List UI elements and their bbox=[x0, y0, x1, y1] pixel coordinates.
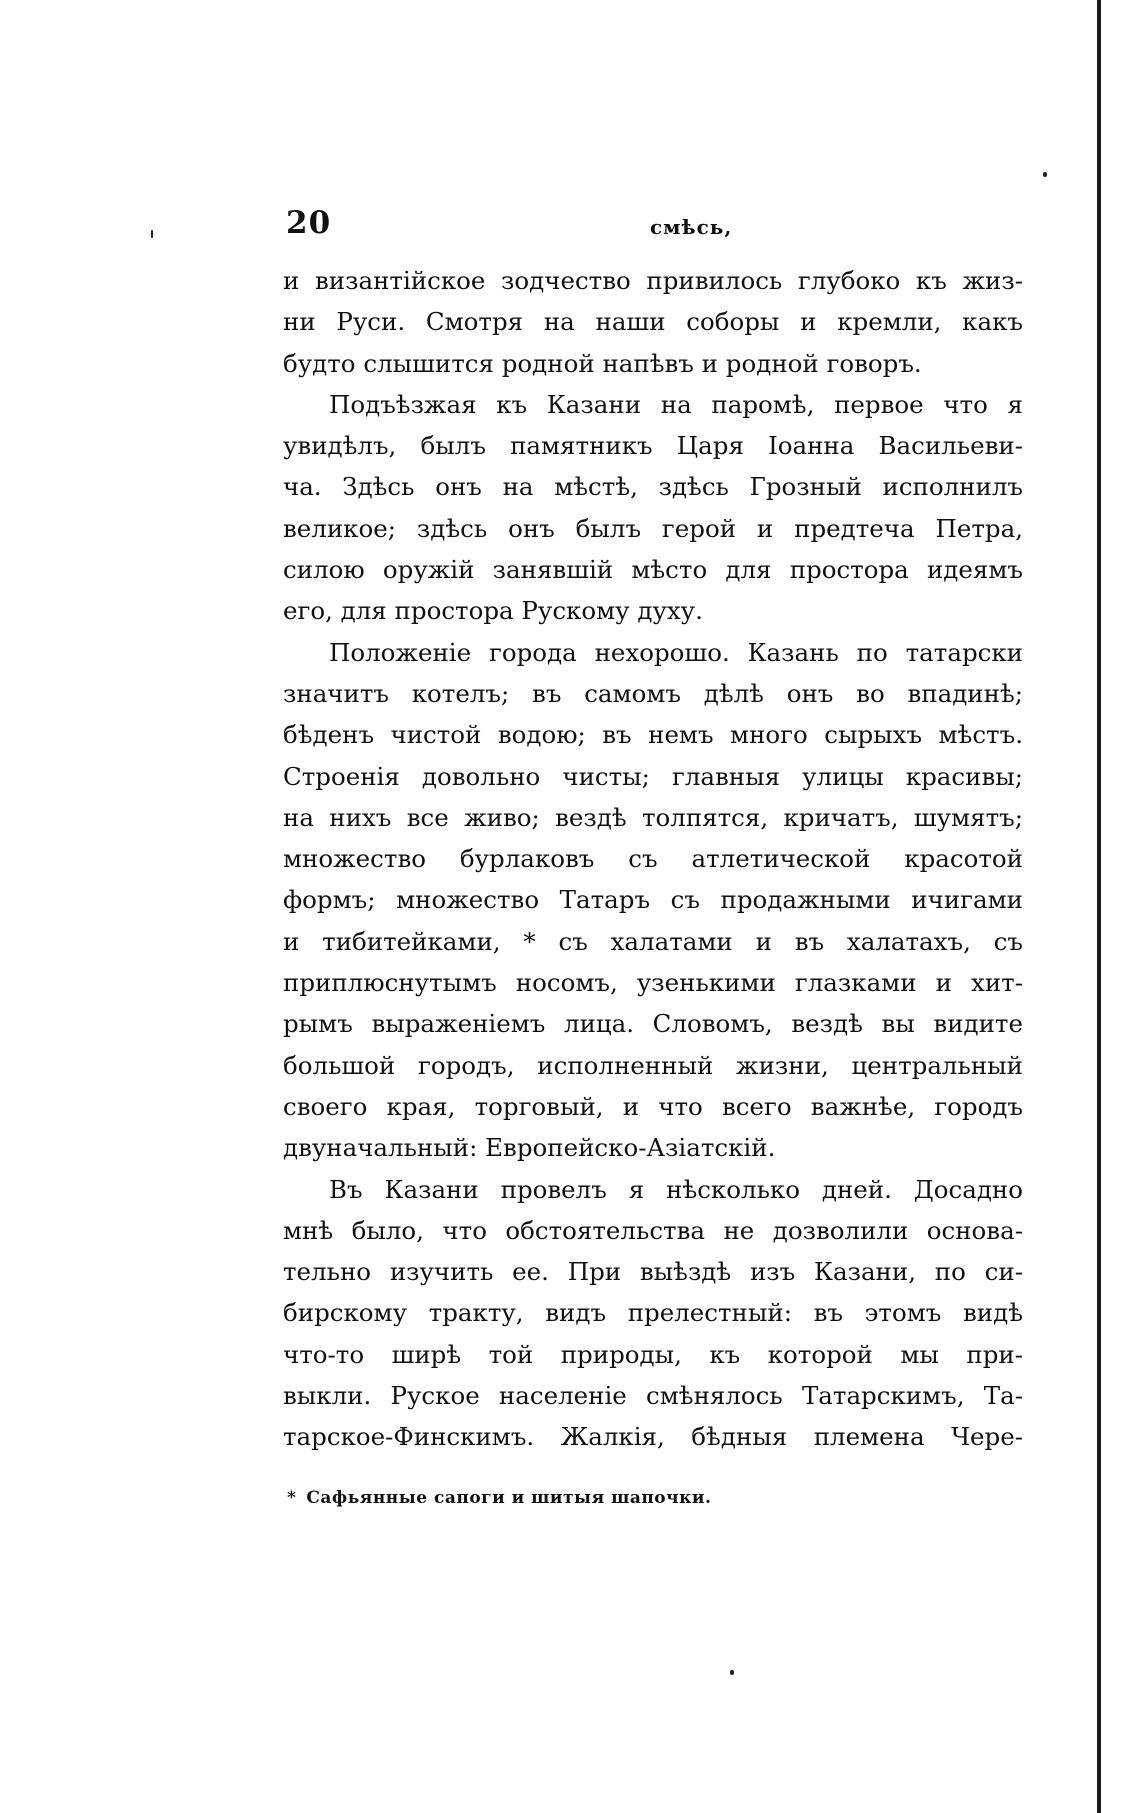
text-line: большой городъ, исполненный жизни, центральный bbox=[283, 1050, 1023, 1080]
footnote bbox=[287, 1488, 711, 1508]
text-line: бирскому тракту, видъ прелестный: въ этомъ видѣ bbox=[283, 1298, 1023, 1328]
text-line: увидѣлъ, былъ памятникъ Царя Іоанна Васильеви- bbox=[283, 431, 1023, 461]
text-line: Въ Казани провелъ я нѣсколько дней. Досадно bbox=[329, 1174, 1023, 1204]
text-line: силою оружій занявшій мѣсто для простора идеямъ bbox=[283, 555, 1023, 585]
scan-speck bbox=[151, 230, 153, 238]
text-line: значитъ котелъ; въ самомъ дѣлѣ онъ во впадинѣ; bbox=[283, 678, 1023, 708]
text-line: Положеніе города нехорошо. Казань по татарски bbox=[329, 637, 1023, 667]
text-line: двуначальный: Европейско-Азіатскій. bbox=[283, 1133, 776, 1163]
text-line: Строенія довольно чисты; главныя улицы красивы; bbox=[283, 761, 1023, 791]
text-line: Подъѣзжая къ Казани на паромѣ, первое что я bbox=[329, 389, 1023, 419]
text-line: ни Руси. Смотря на наши соборы и кремли, какъ bbox=[283, 307, 1023, 337]
text-line: будто слышится родной напѣвъ и родной говоръ. bbox=[283, 348, 922, 378]
text-line: тарское-Финскимъ. Жалкія, бѣдныя племена Чере- bbox=[283, 1422, 1023, 1452]
text-line: рымъ выраженіемъ лица. Словомъ, вездѣ вы видите bbox=[283, 1009, 1023, 1039]
page-header bbox=[286, 205, 1022, 245]
text-line: ча. Здѣсь онъ на мѣстѣ, здѣсь Грозный исполнилъ bbox=[283, 472, 1023, 502]
text-line: приплюснутымъ носомъ, узенькими глазками и хит- bbox=[283, 968, 1023, 998]
text-line: бѣденъ чистой водою; въ немъ много сырыхъ мѣстъ. bbox=[283, 720, 1023, 750]
body-text bbox=[283, 260, 1023, 1458]
scan-speck bbox=[1043, 172, 1047, 177]
text-line: выкли. Руское населеніе смѣнялось Татарскимъ, Та- bbox=[283, 1381, 1023, 1411]
text-line: и византійское зодчество привилось глубоко къ жиз- bbox=[283, 266, 1023, 295]
page-number: 20 bbox=[286, 205, 332, 241]
text-line: на нихъ все живо; вездѣ толпятся, кричатъ, шумятъ; bbox=[283, 802, 1023, 832]
running-head: смѣсь, bbox=[650, 215, 733, 239]
footnote-mark: * bbox=[287, 1488, 297, 1508]
text-line: и тибитейками, * съ халатами и въ халатахъ, съ bbox=[283, 926, 1023, 956]
text-line: великое; здѣсь онъ былъ герой и предтеча Петра, bbox=[283, 513, 1023, 543]
scan-speck bbox=[730, 1670, 734, 1675]
text-line: формъ; множество Татаръ съ продажными ичигами bbox=[283, 885, 1023, 915]
footnote-text: Сафьянные сапоги и шитыя шапочки. bbox=[306, 1488, 712, 1508]
page-edge-line bbox=[1097, 0, 1101, 1813]
text-line: своего края, торговый, и что всего важнѣе, городъ bbox=[283, 1091, 1023, 1121]
text-line: его, для простора Рускому духу. bbox=[283, 596, 703, 626]
text-line: что-то ширѣ той природы, къ которой мы при- bbox=[283, 1339, 1023, 1369]
text-line: тельно изучить ее. При выѣздѣ изъ Казани, по си- bbox=[283, 1257, 1023, 1287]
text-line: множество бурлаковъ съ атлетической красотой bbox=[283, 844, 1023, 874]
text-line: мнѣ было, что обстоятельства не дозволили основа- bbox=[283, 1215, 1023, 1245]
